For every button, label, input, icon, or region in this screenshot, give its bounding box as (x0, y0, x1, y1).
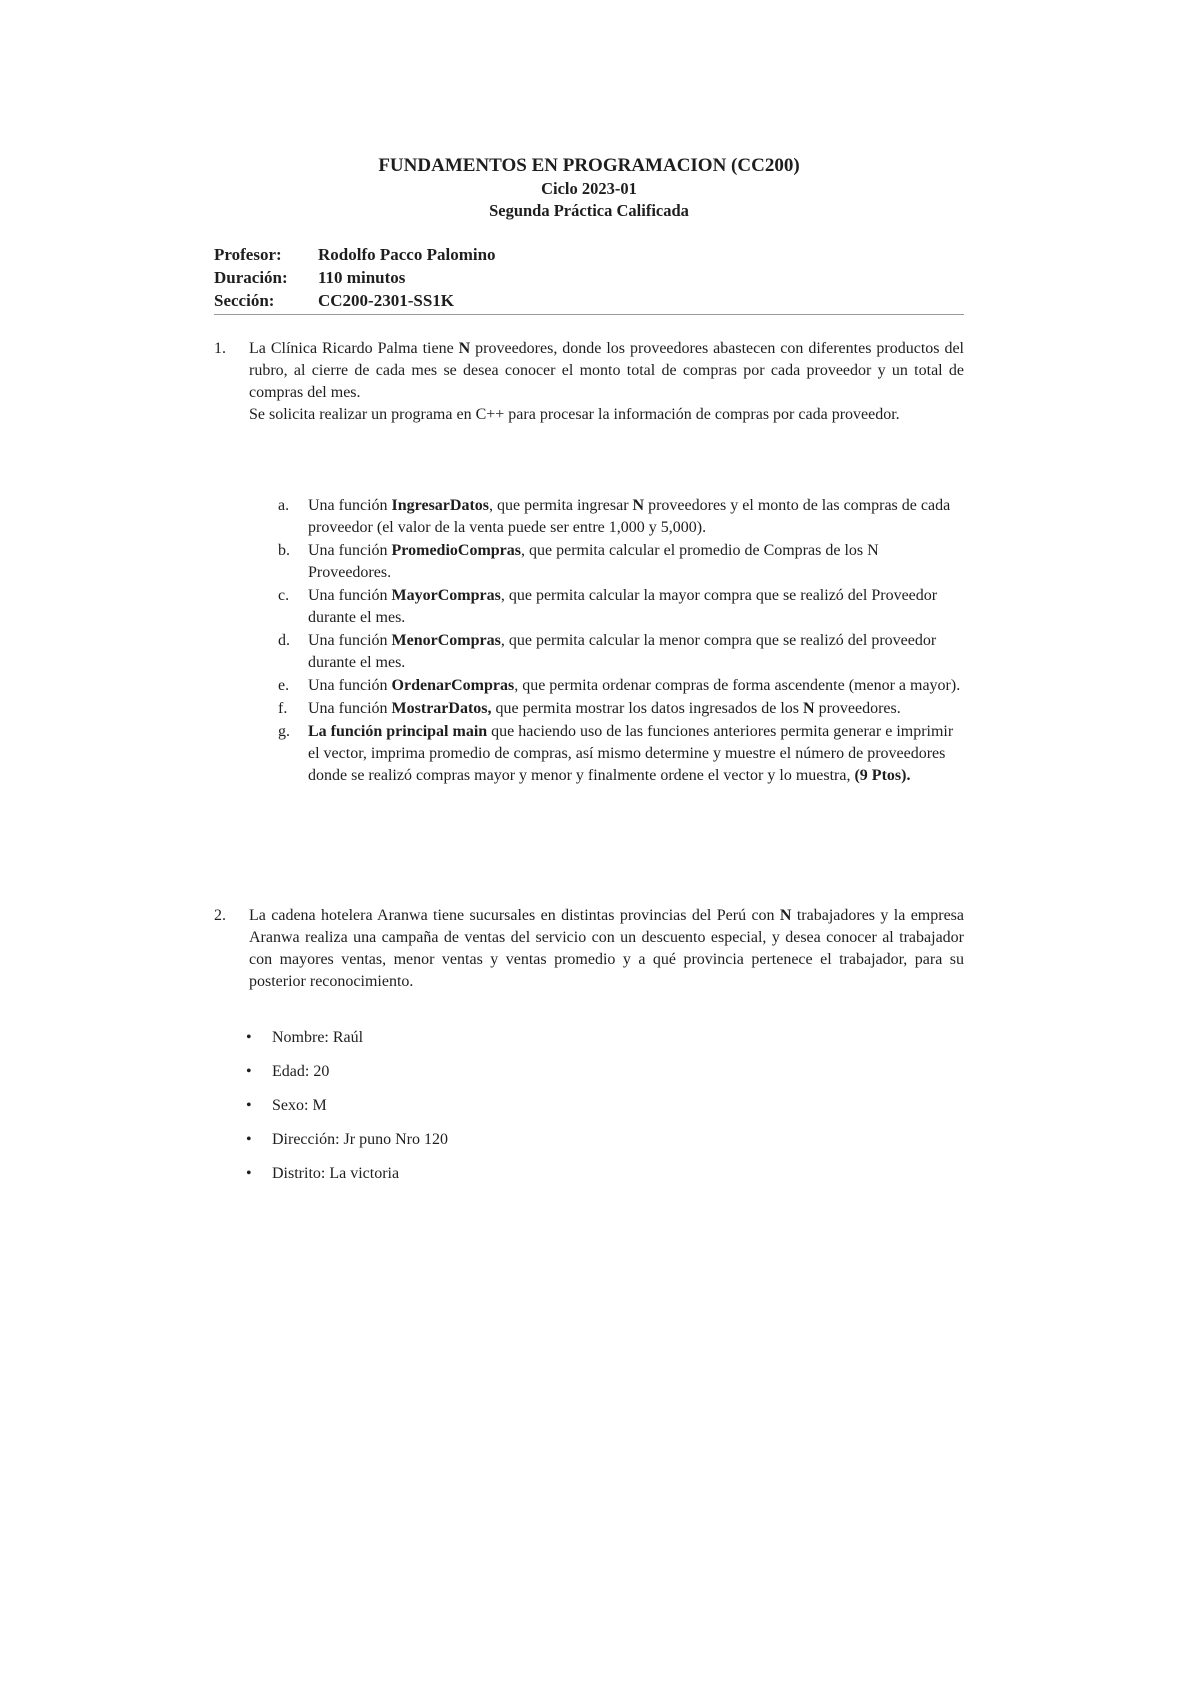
item-text (308, 585, 964, 629)
list-item (278, 585, 964, 629)
section-label: Sección: (214, 291, 275, 310)
text-run: La Clínica Ricardo Palma tiene (249, 340, 459, 357)
function-name: MostrarDatos, (391, 700, 492, 717)
bullet-text: Sexo: M (272, 1097, 327, 1114)
list-item (278, 495, 964, 539)
text-run: que haciendo uso de las funciones anteriores permita generar e imprimir el vector, imprima promedio de compras, así mismo determine y muestre el número de proveedores donde se realizó compras mayor y menor y finalmente ordene el vector y lo muestra, (308, 723, 954, 784)
bold-run: N (803, 700, 815, 717)
professor-value: Rodolfo Pacco Palomino (318, 245, 496, 264)
bold-run: N (779, 907, 792, 924)
text-run: , que permita ingresar (489, 497, 633, 514)
list-item (278, 721, 964, 787)
section-value: CC200-2301-SS1K (318, 291, 455, 310)
text-run: Una función (308, 700, 392, 717)
header-divider (214, 314, 964, 315)
item-text (308, 698, 964, 720)
text-run: proveedores, donde los proveedores abastecen con diferentes productos del rubro, al cierre de cada mes se desea conocer el monto total de compras por cada proveedor y un total de compras del mes. (249, 340, 964, 401)
text-run: , que permita calcular la menor compra que se realizó del proveedor durante el mes. (308, 632, 937, 671)
document-header (214, 154, 964, 222)
list-item (278, 630, 964, 674)
item-marker: a. (278, 497, 290, 514)
bullet-icon: • (246, 1131, 252, 1148)
item-marker: c. (278, 587, 290, 604)
item-text (308, 540, 964, 584)
text-run: Una función (308, 497, 392, 514)
duration-label: Duración: (214, 268, 288, 287)
question-1 (214, 338, 964, 426)
function-name: MayorCompras (391, 587, 501, 604)
bullet-text: Nombre: Raúl (272, 1029, 364, 1046)
item-marker: d. (278, 632, 290, 649)
item-text (308, 495, 964, 539)
text-run: , que permita calcular la mayor compra que se realizó del Proveedor durante el mes. (308, 587, 938, 626)
professor-label: Profesor: (214, 245, 282, 264)
section-row (214, 289, 964, 312)
text-run: Una función (308, 542, 392, 559)
text-run: proveedores y el monto de las compras de cada proveedor (el valor de la venta puede ser entre 1,000 y 5,000). (308, 497, 951, 536)
item-marker: b. (278, 542, 290, 559)
question-1-text (249, 338, 964, 426)
list-item (246, 1027, 448, 1061)
text-run: trabajadores y la empresa Aranwa realiza una campaña de ventas del servicio con un descuento especial, y desea conocer al trabajador con mayores ventas, menor ventas y ventas promedio y a qué provincia pertenece el trabajador, para su posterior reconocimiento. (249, 907, 964, 990)
bullet-icon: • (246, 1063, 252, 1080)
question-number: 1. (214, 340, 226, 357)
duration-value: 110 minutos (318, 268, 406, 287)
question-number: 2. (214, 907, 226, 924)
function-name: OrdenarCompras (391, 677, 515, 694)
worker-fields-list (246, 1027, 448, 1197)
list-item (278, 698, 964, 720)
text-run: La función principal (308, 723, 453, 740)
bullet-text: Dirección: Jr puno Nro 120 (272, 1131, 448, 1148)
question-2 (214, 905, 964, 993)
points-label: (9 Ptos). (854, 767, 911, 784)
bullet-icon: • (246, 1029, 252, 1046)
item-marker: f. (278, 700, 288, 717)
item-marker: g. (278, 723, 290, 740)
text-run: Se solicita realizar un programa en C++ para procesar la información de compras por cada proveedor. (249, 406, 900, 423)
list-item (246, 1129, 448, 1163)
bullet-icon: • (246, 1165, 252, 1182)
function-name: PromedioCompras (391, 542, 521, 559)
list-item (278, 540, 964, 584)
bold-run: N (458, 340, 471, 357)
text-run: proveedores. (814, 700, 901, 717)
course-title: FUNDAMENTOS EN PROGRAMACION (CC200) (378, 155, 800, 176)
question-2-text (249, 905, 964, 993)
item-text (308, 675, 964, 697)
exam-metadata (214, 243, 964, 312)
function-name: main (452, 723, 488, 740)
list-item (246, 1163, 448, 1197)
bullet-text: Distrito: La victoria (272, 1165, 400, 1182)
list-item (246, 1061, 448, 1095)
item-text (308, 630, 964, 674)
item-marker: e. (278, 677, 290, 694)
bullet-icon: • (246, 1097, 252, 1114)
cycle-label: Ciclo 2023-01 (541, 179, 637, 198)
exam-subtitle: Segunda Práctica Calificada (489, 201, 689, 220)
question-1-items (278, 495, 964, 788)
professor-row (214, 243, 964, 266)
duration-row (214, 266, 964, 289)
list-item (246, 1095, 448, 1129)
text-run: , que permita ordenar compras de forma ascendente (menor a mayor). (514, 677, 961, 694)
text-run: Una función (308, 632, 392, 649)
function-name: MenorCompras (391, 632, 501, 649)
text-run: Una función (308, 677, 392, 694)
list-item (278, 675, 964, 697)
text-run: , que permita calcular el promedio de Compras de los N Proveedores. (308, 542, 879, 581)
item-text (308, 721, 964, 787)
text-run: Una función (308, 587, 392, 604)
bullet-text: Edad: 20 (272, 1063, 330, 1080)
text-run: que permita mostrar los datos ingresados de los (491, 700, 803, 717)
text-run: La cadena hotelera Aranwa tiene sucursales en distintas provincias del Perú con (249, 907, 780, 924)
bold-run: N (632, 497, 645, 514)
function-name: IngresarDatos (391, 497, 490, 514)
